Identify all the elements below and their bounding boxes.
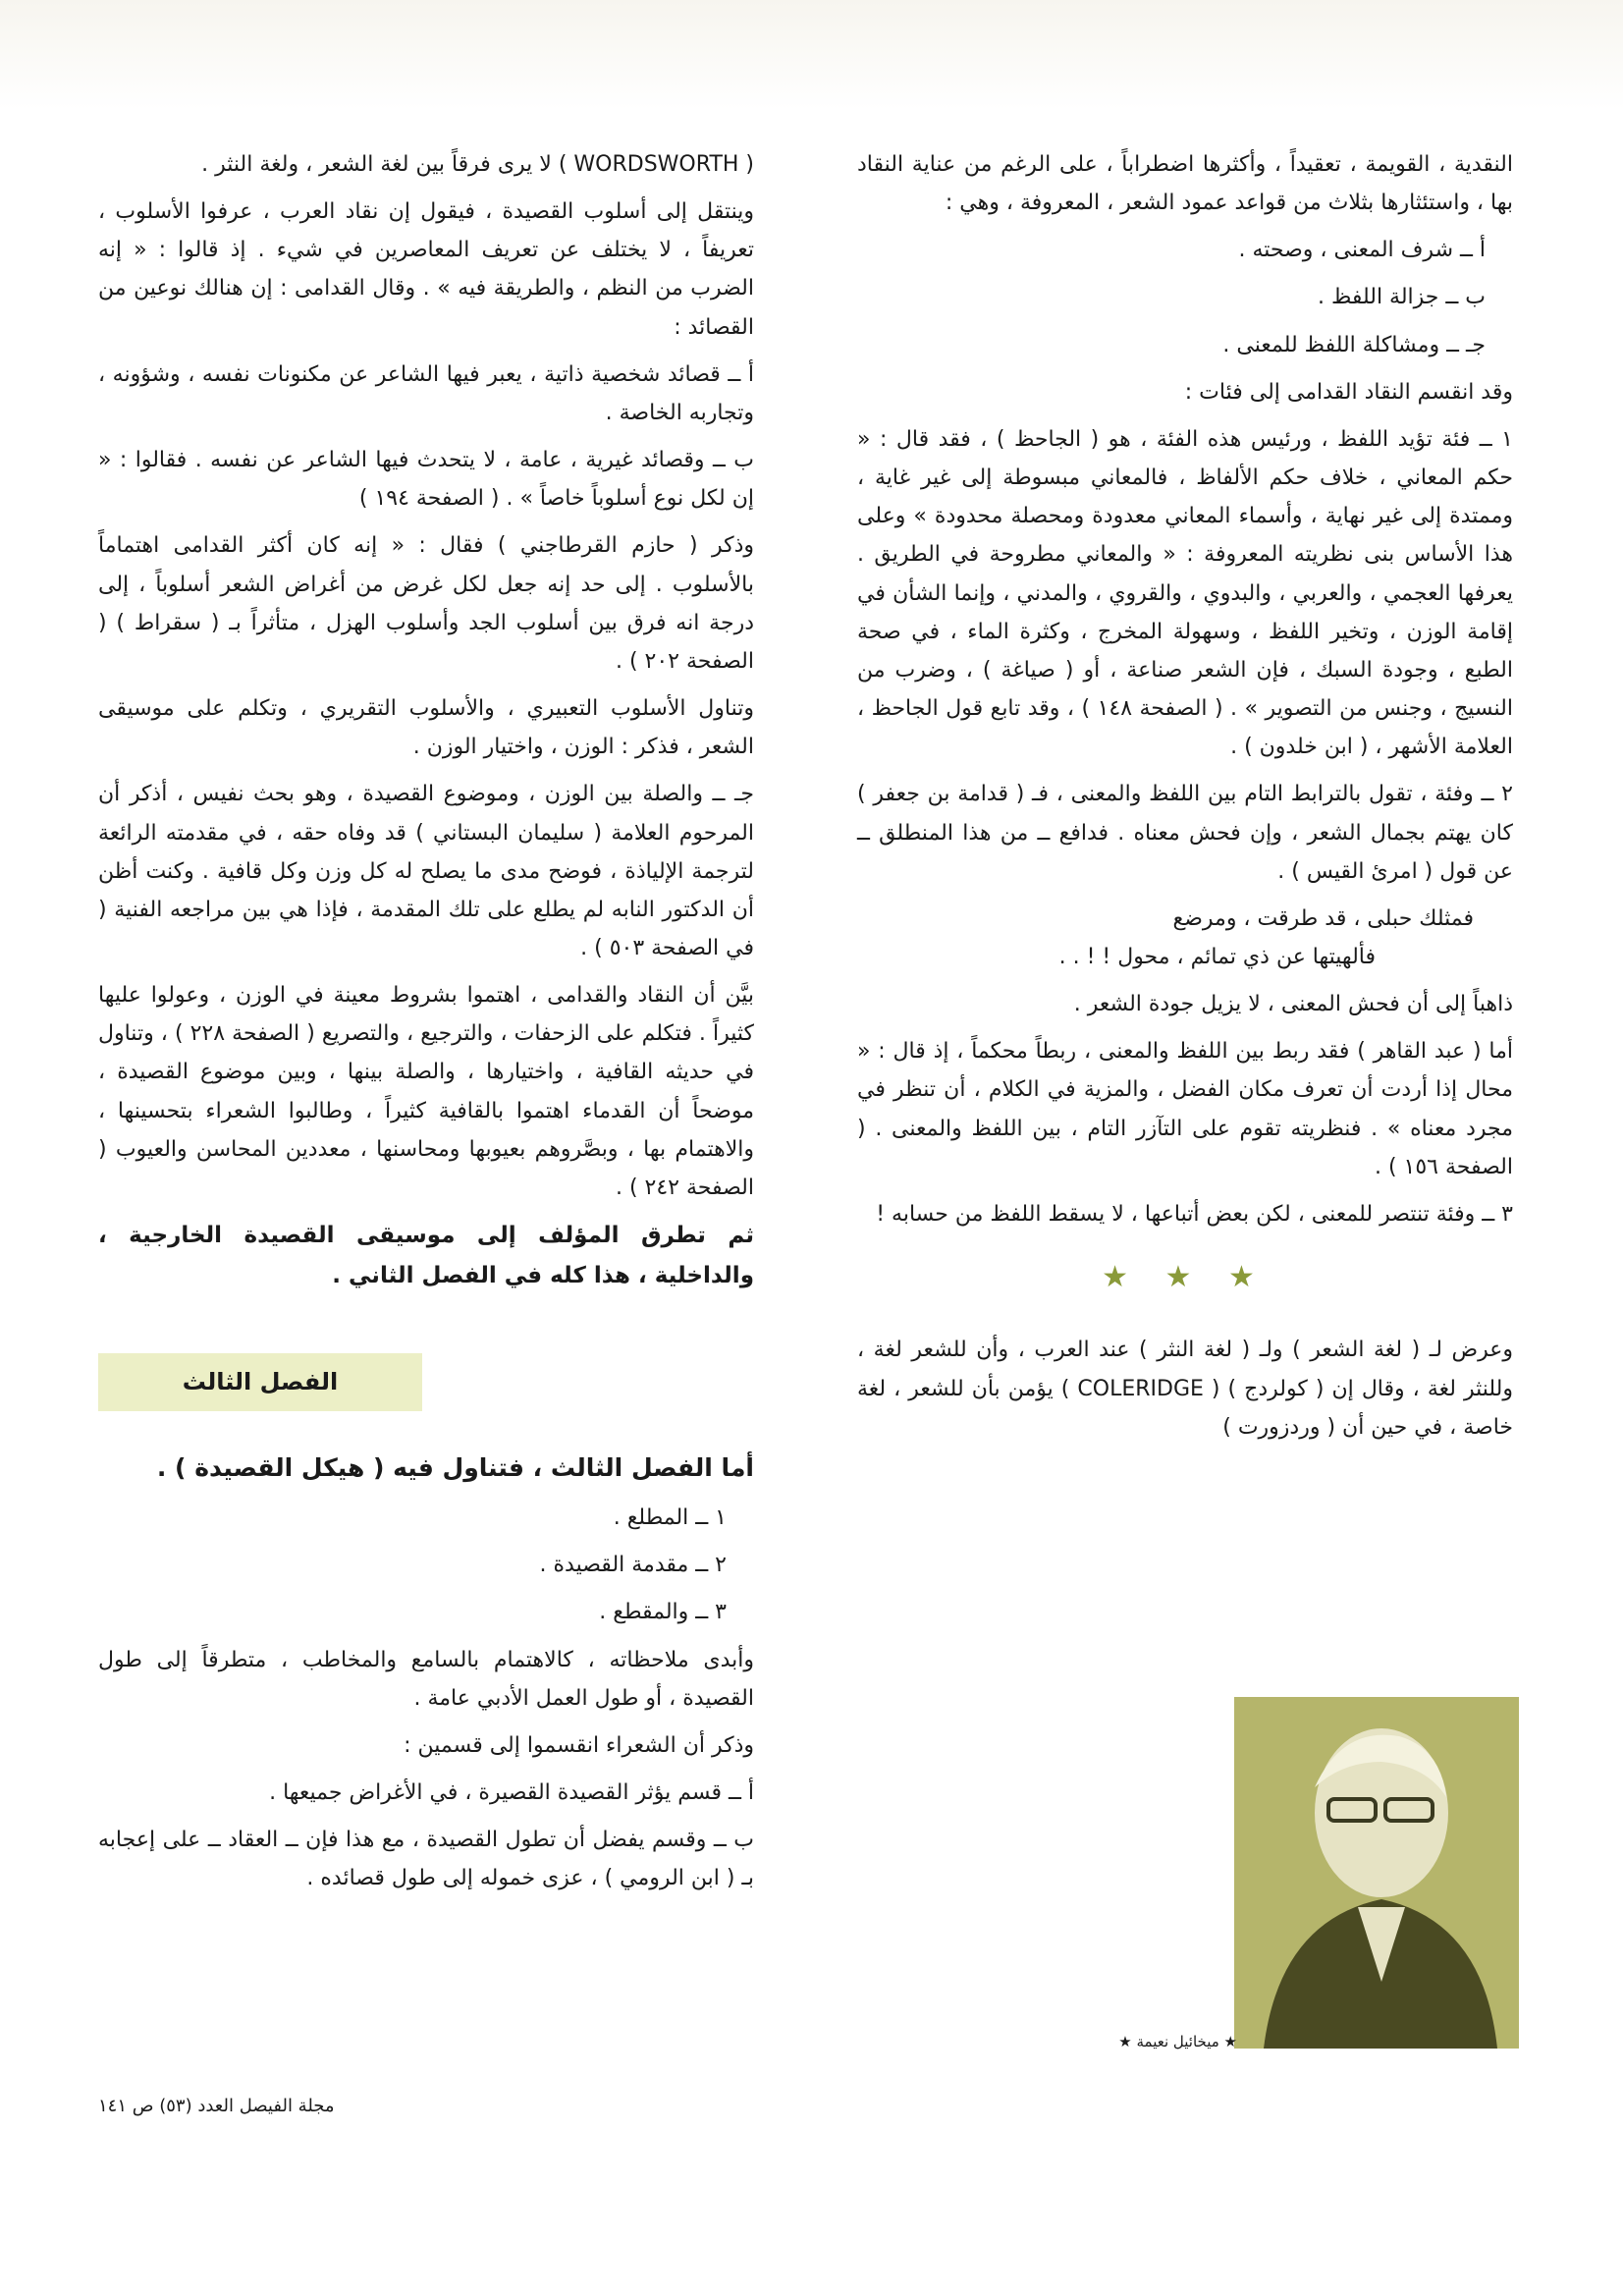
paragraph: النقدية ، القويمة ، تعقيداً ، وأكثرها اضطراباً ، على الرغم من عناية النقاد بها ، واستئثارها بثلاث من قواعد عمود الشعر ، المعروفة ، وهي : — [857, 152, 1513, 216]
paragraph: وقد انقسم النقاد القدامى إلى فئات : — [1184, 379, 1513, 405]
list-item: أ ــ قسم يؤثر القصيدة القصيرة ، في الأغراض جميعها . — [269, 1780, 754, 1806]
paragraph: وعرض لـ ( لغة الشعر ) ولـ ( لغة النثر ) عند العرب ، وأن للشعر لغة ، وللنثر لغة ، وقال إن ( كولردج ) ( COLERIDGE ) يؤمن بأن للشعر ، لغة خاصة ، في حين أن ( وردزورت ) — [857, 1338, 1513, 1440]
paragraph: ٣ ــ وفئة تنتصر للمعنى ، لكن بعض أتباعها ، لا يسقط اللفظ من حسابه ! — [876, 1201, 1513, 1227]
paragraph: بيَّن أن النقاد والقدامى ، اهتموا بشروط معينة في الوزن ، وعولوا عليها كثيراً . فتكلم على الزحفات ، والترجيع ، والتصريع ( الصفحة ٢٢٨ ) ، وتناول في حديثه القافية ، واختيارها ، والصلة بينها ، وبين موضوع القصيدة ، موضحاً أن القدماء اهتموا بالقافية كثيراً ، وطالبوا الشعراء بتحسينها ، والاهتمام بها ، وبصَّروهم بعيوبها ومحاسنها ، معددين المحاسن والعيوب ( الصفحة ٢٤٢ ) . — [98, 983, 754, 1200]
list-item: جـ ــ ومشاكلة اللفظ للمعنى . — [1222, 332, 1486, 357]
left-column — [98, 145, 754, 1907]
paragraph: ( WORDSWORTH ) لا يرى فرقاً بين لغة الشعر ، ولغة النثر . — [201, 152, 754, 177]
paragraph: وأبدى ملاحظاته ، كالاهتمام بالسامع والمخاطب ، متطرقاً إلى طول القصيدة ، أو طول العمل الأدبي عامة . — [98, 1647, 754, 1711]
section-subheading: أما الفصل الثالث ، فتناول فيه ( هيكل القصيدة ) . — [156, 1452, 754, 1482]
paragraph: جـ ــ والصلة بين الوزن ، وموضوع القصيدة ، وهو بحث نفيس ، أذكر أن المرحوم العلامة ( سليمان البستاني ) قد وفاه حقه ، في مقدمته الرائعة لترجمة الإلياذة ، فوضح مدى ما يصلح له كل وزن وكل قافية . وكنت أظن أن الدكتور النابه لم يطلع على تلك المقدمة ، فإذا هي بين مراجعه الفنية ( في الصفحة ٥٠٣ ) . — [98, 782, 754, 960]
paragraph: وتناول الأسلوب التعبيري ، والأسلوب التقريري ، وتكلم على موسيقى الشعر ، فذكر : الوزن ، واختيار الوزن . — [98, 696, 754, 760]
paragraph: ذاهباً إلى أن فحش المعنى ، لا يزيل جودة الشعر . — [1073, 992, 1513, 1017]
list-item: ٣ ــ والمقطع . — [599, 1600, 727, 1625]
list-item: ب ــ وقصائد غيرية ، عامة ، لا يتحدث فيها الشاعر عن نفسه . فقالوا : « إن لكل نوع أسلوباً خاصاً » . ( الصفحة ١٩٤ ) — [98, 448, 754, 512]
portrait-photo — [1234, 1697, 1519, 2049]
section-divider-stars: ★ ★ ★ — [1102, 1260, 1269, 1295]
paragraph: وذكر ( حازم القرطاجني ) فقال : « إنه كان أكثر القدامى اهتماماً بالأسلوب . إلى حد إنه جعل لكل غرض من أغراض الشعر أسلوباً ، إلى درجة انه فرق بين أسلوب الجد وأسلوب الهزل ، متأثراً بـ ( سقراط ) ( الصفحة ٢٠٢ ) . — [98, 533, 754, 674]
list-item: ب ــ جزالة اللفظ . — [1317, 285, 1486, 310]
paragraph: ٢ ــ وفئة ، تقول بالترابط التام بين اللفظ والمعنى ، فـ ( قدامة بن جعفر ) كان يهتم بجمال الشعر ، وإن فحش معناه . فدافع ــ من هذا المنطلق ــ عن قول ( امرئ القيس ) . — [857, 782, 1513, 884]
list-item: ١ ــ المطلع . — [613, 1505, 727, 1531]
chapter-heading: الفصل الثالث — [98, 1353, 422, 1411]
verse-line: فألهيتها عن ذي تمائم ، محول ! ! . . — [1058, 944, 1376, 969]
verse-line: فمثلك حبلى ، قد طرقت ، ومرضع — [1172, 905, 1474, 931]
list-item: ٢ ــ مقدمة القصيدة . — [539, 1553, 727, 1578]
paragraph: ثم تطرق المؤلف إلى موسيقى القصيدة الخارجية ، والداخلية ، هذا كله في الفصل الثاني . — [98, 1223, 754, 1288]
top-strip — [0, 0, 1623, 110]
photo-caption: ★ ميخائيل نعيمة ★ — [1118, 2033, 1237, 2050]
page-footer: مجلة الفيصل العدد (٥٣) ص ١٤١ — [98, 2096, 335, 2116]
paragraph: وينتقل إلى أسلوب القصيدة ، فيقول إن نقاد العرب ، عرفوا الأسلوب ، تعريفاً ، لا يختلف عن تعريف المعاصرين في شيء . إذ قالوا : « إنه الضرب من النظم ، والطريقة فيه » . وقال القدامى : إن هنالك نوعين من القصائد : — [98, 199, 754, 340]
list-item: ب ــ وقسم يفضل أن تطول القصيدة ، مع هذا فإن ــ العقاد ــ على إعجابه بـ ( ابن الرومي ) ، عزى خموله إلى طول قصائده . — [98, 1828, 754, 1891]
list-item: أ ــ شرف المعنى ، وصحته . — [1238, 238, 1486, 263]
paragraph: أما ( عبد القاهر ) فقد ربط بين اللفظ والمعنى ، ربطاً محكماً ، إذ قال : « محال إذا أردت أن تعرف مكان الفضل ، والمزية في الكلام ، أن تنظر في مجرد معناه » . فنظريته تقوم على التآزر التام ، بين اللفظ والمعنى . ( الصفحة ١٥٦ ) . — [857, 1039, 1513, 1179]
portrait-illustration — [1234, 1697, 1519, 2049]
list-item: أ ــ قصائد شخصية ذاتية ، يعبر فيها الشاعر عن مكنونات نفسه ، وشؤونه ، وتجاربه الخاصة . — [98, 361, 754, 425]
paragraph: وذكر أن الشعراء انقسموا إلى قسمين : — [404, 1732, 754, 1758]
paragraph: ١ ــ فئة تؤيد اللفظ ، ورئيس هذه الفئة ، هو ( الجاحظ ) ، فقد قال : « حكم المعاني ، خلاف حكم الألفاظ ، فالمعاني مبسوطة إلى غير غاية ، وممتدة إلى غير نهاية ، وأسماء المعاني معدودة ومحصلة محدودة » وعلى هذا الأساس بنى نظريته المعروفة : « والمعاني مطروحة في الطريق . يعرفها العجمي ، والعربي ، والبدوي ، والقروي ، والمدني ، وإنما الشأن في إقامة الوزن ، وتخير اللفظ ، وسهولة المخرج ، وكثرة الماء ، في صحة الطبع ، وجودة السبك ، فإن الشعر صناعة ، أو ( صياغة ) ، وضرب من النسيج ، وجنس من التصوير » . ( الصفحة ١٤٨ ) ، وقد تابع قول الجاحظ ، العلامة الأشهر ، ( ابن خلدون ) . — [857, 426, 1513, 760]
right-column — [857, 145, 1513, 1455]
